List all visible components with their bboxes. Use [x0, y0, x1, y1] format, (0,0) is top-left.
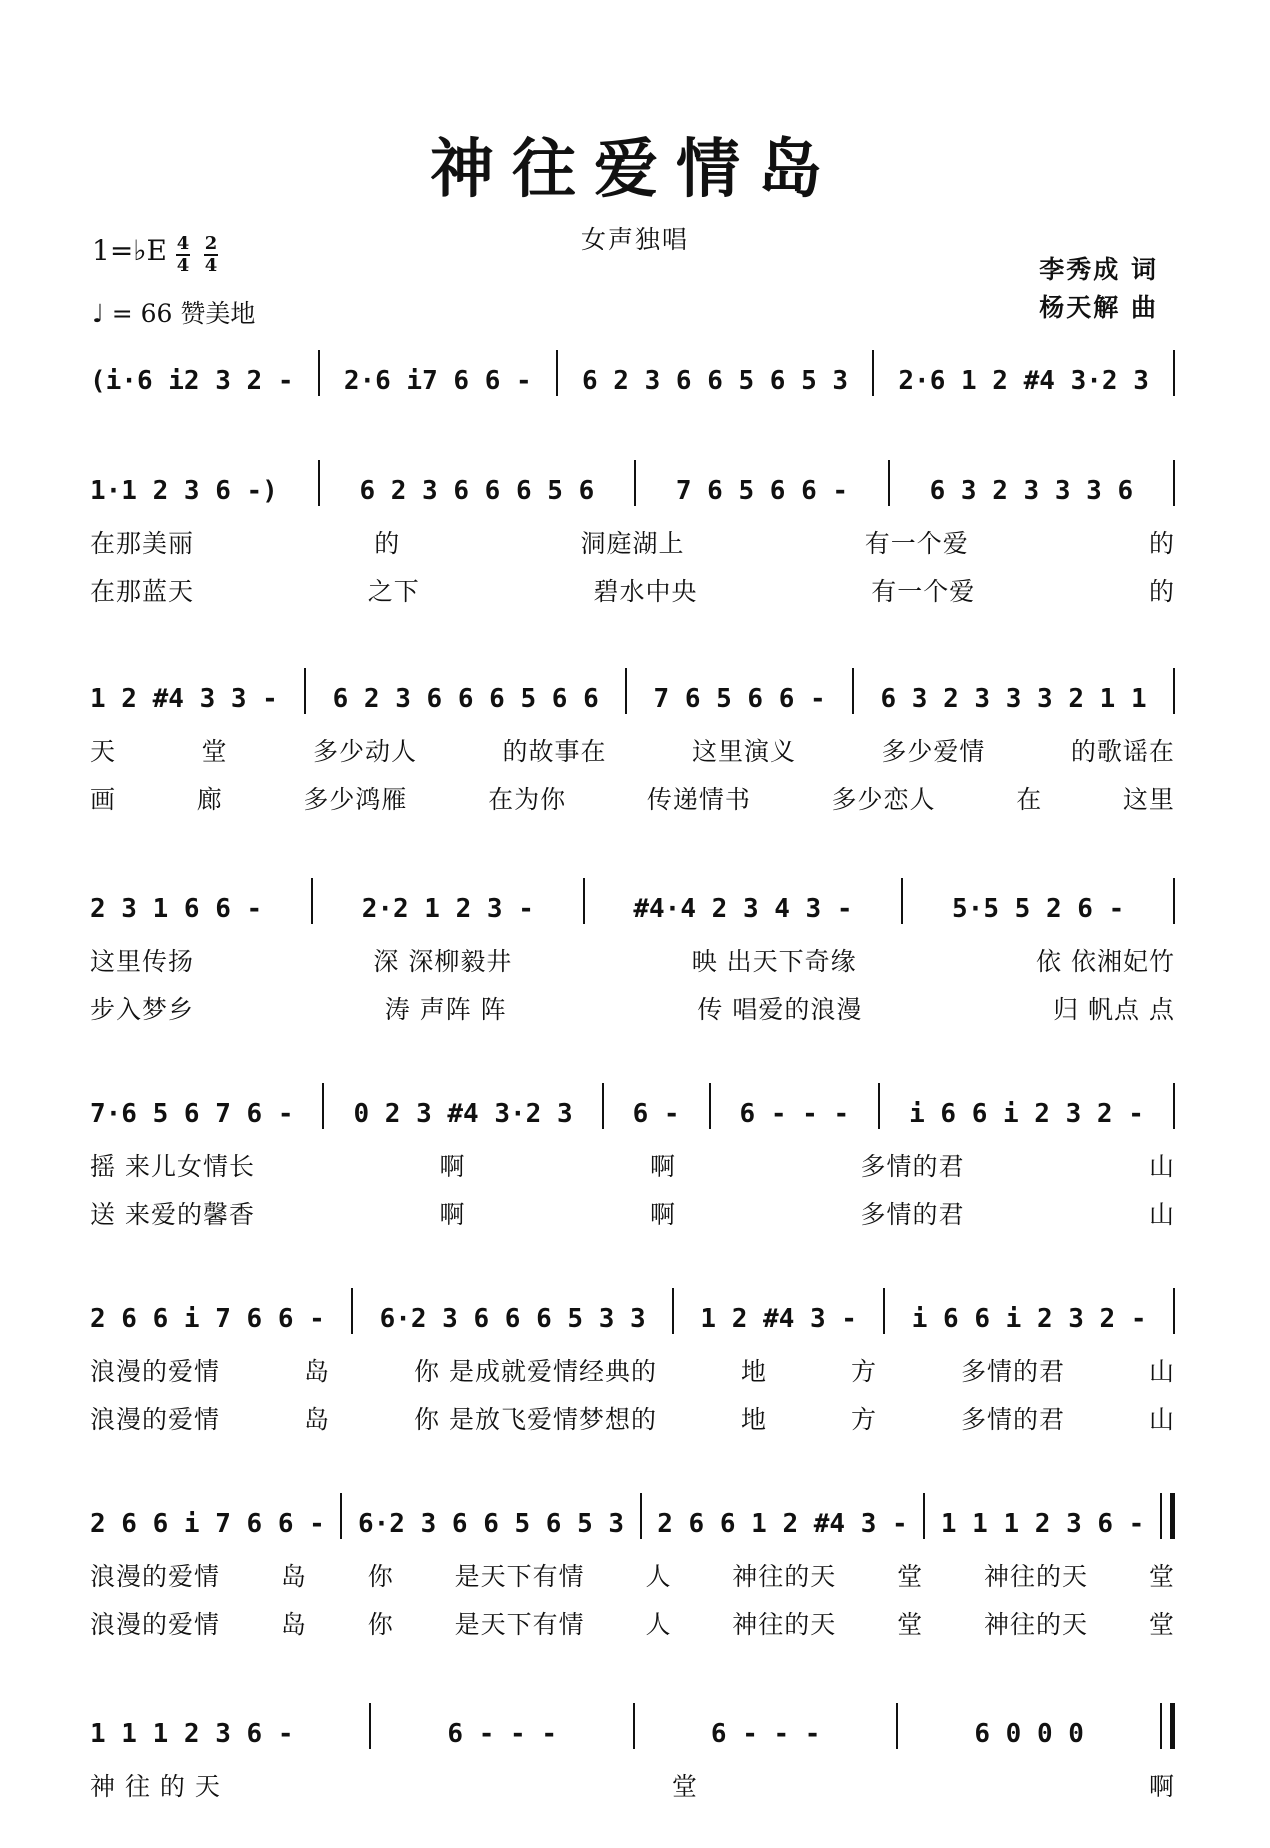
lyric-word: 有一个爱	[864, 529, 969, 558]
lyric-word: 你	[367, 1562, 394, 1591]
page-title: 神往爱情岛	[430, 132, 840, 207]
lyric-word: 神往的天	[984, 1610, 1089, 1639]
lyric-word: 之下	[367, 577, 420, 606]
note-group	[90, 1298, 1175, 1334]
barline	[1173, 1083, 1175, 1129]
lyric-word: 神 往 的 天	[90, 1772, 221, 1801]
measure-notes: 6 -	[632, 1099, 680, 1129]
lyric-word: 山	[1148, 1200, 1175, 1229]
measure-notes: 2·2 1 2 3 -	[361, 894, 534, 924]
lyric-word: 岛	[304, 1357, 331, 1386]
lyric-word: 山	[1148, 1357, 1175, 1386]
barline	[888, 460, 890, 506]
note-group	[90, 1093, 1175, 1129]
barline	[872, 350, 874, 396]
barline	[318, 460, 320, 506]
lyric-line	[90, 942, 1175, 978]
lyric-line	[90, 780, 1175, 816]
key-signature: 1=♭E	[92, 234, 167, 267]
measure-notes: 2 6 6 i 7 6 6 -	[90, 1304, 325, 1334]
lyric-line	[90, 1767, 1175, 1803]
barline	[1173, 350, 1175, 396]
lyric-line	[90, 1147, 1175, 1183]
lyric-word: 碧水中央	[593, 577, 698, 606]
barline	[369, 1703, 371, 1749]
lyric-word: 多情的君	[960, 1357, 1065, 1386]
meter-a-bottom: 4	[176, 255, 190, 276]
lyric-word: 多情的君	[860, 1200, 965, 1229]
note-group	[90, 360, 1175, 396]
music-line	[90, 670, 1175, 718]
measure-notes: i 6 6 i 2 3 2 -	[909, 1099, 1144, 1129]
composer-credit: 杨天解 曲	[1039, 293, 1158, 322]
lyric-word: 的歌谣在	[1070, 737, 1175, 766]
lyric-word: 浪漫的爱情	[90, 1357, 221, 1386]
meter-a-top: 4	[176, 233, 190, 254]
lyric-word: 在	[1016, 785, 1043, 814]
lyric-word: 画	[90, 785, 117, 814]
lyric-word: 啊	[1148, 1772, 1175, 1801]
lyric-word: 这里传扬	[90, 947, 195, 976]
music-line	[90, 352, 1175, 400]
barline	[304, 668, 306, 714]
lyric-word: 人	[645, 1562, 672, 1591]
note-group	[90, 888, 1175, 924]
measure-notes: 6 - - -	[739, 1099, 850, 1129]
lyric-word: 堂	[897, 1562, 924, 1591]
lyric-word: 是天下有情	[454, 1610, 585, 1639]
lyric-word: 传递情书	[646, 785, 751, 814]
measure-notes: 2 3 1 6 6 -	[90, 894, 263, 924]
measure-notes: (i·6 i2 3 2 -	[90, 366, 294, 396]
lyric-line	[90, 1605, 1175, 1641]
barline	[709, 1083, 711, 1129]
lyric-word: 地	[740, 1405, 767, 1434]
lyric-word: 映 出天下奇缘	[691, 947, 857, 976]
lyric-line	[90, 990, 1175, 1026]
barline	[896, 1703, 898, 1749]
measure-notes: 6 3 2 3 3 3 2 1 1	[880, 684, 1147, 714]
barline	[672, 1288, 674, 1334]
lyric-line	[90, 1400, 1175, 1436]
lyric-word: 在那美丽	[90, 529, 195, 558]
barline	[878, 1083, 880, 1129]
lyric-word: 多少恋人	[831, 785, 936, 814]
lyric-word: 山	[1148, 1405, 1175, 1434]
lyric-word: 方	[850, 1357, 877, 1386]
lyricist-credit: 李秀成 词	[1039, 255, 1158, 284]
lyric-word: 涛 声阵 阵	[384, 995, 507, 1024]
measure-notes: 6·2 3 6 6 6 5 3 3	[379, 1304, 646, 1334]
barline	[602, 1083, 604, 1129]
barline	[901, 878, 903, 924]
lyric-word: 神往的天	[732, 1562, 837, 1591]
lyric-word: 啊	[649, 1200, 676, 1229]
measure-notes: #4·4 2 3 4 3 -	[633, 894, 853, 924]
lyric-line	[90, 524, 1175, 560]
measure-notes: 6 3 2 3 3 3 6	[929, 476, 1134, 506]
lyric-word: 啊	[439, 1152, 466, 1181]
barline	[640, 1493, 642, 1539]
lyric-word: 多少鸿雁	[303, 785, 408, 814]
barline	[625, 668, 627, 714]
lyric-word: 堂	[897, 1610, 924, 1639]
lyric-line	[90, 572, 1175, 608]
meter-b-top: 2	[204, 233, 218, 254]
lyric-word: 你	[367, 1610, 394, 1639]
lyric-word: 步入梦乡	[90, 995, 195, 1024]
music-line	[90, 1495, 1175, 1543]
music-line	[90, 1085, 1175, 1133]
lyric-word: 堂	[1148, 1610, 1175, 1639]
barline	[883, 1288, 885, 1334]
lyric-word: 堂	[671, 1772, 698, 1801]
barline	[633, 1703, 635, 1749]
measure-notes: i 6 6 i 2 3 2 -	[911, 1304, 1147, 1334]
note-group	[90, 1503, 1175, 1539]
lyric-word: 摇 来儿女情长	[90, 1152, 255, 1181]
barline	[322, 1083, 324, 1129]
time-signature	[176, 234, 218, 276]
music-line	[90, 880, 1175, 928]
lyric-word: 堂	[201, 737, 228, 766]
music-line	[90, 462, 1175, 510]
measure-notes: 6·2 3 6 6 5 6 5 3	[357, 1509, 625, 1539]
barline	[351, 1288, 353, 1334]
final-barline	[1160, 1703, 1175, 1749]
measure-notes: 6 2 3 6 6 6 5 6 6	[332, 684, 599, 714]
note-group	[90, 678, 1175, 714]
final-barline	[1160, 1493, 1175, 1539]
lyric-word: 你 是成就爱情经典的	[414, 1357, 657, 1386]
barline	[583, 878, 585, 924]
lyric-word: 这里	[1122, 785, 1175, 814]
measure-notes: 7·6 5 6 7 6 -	[90, 1099, 294, 1129]
tempo-marking: ♩ = 66 赞美地	[92, 299, 256, 328]
barline	[852, 668, 854, 714]
barline	[556, 350, 558, 396]
measure-notes: 1 2 #4 3 -	[700, 1304, 857, 1334]
lyric-word: 岛	[304, 1405, 331, 1434]
lyric-word: 廊	[196, 785, 223, 814]
lyric-line	[90, 1352, 1175, 1388]
lyric-word: 多情的君	[960, 1405, 1065, 1434]
measure-notes: 7 6 5 6 6 -	[653, 684, 826, 714]
measure-notes: 2 6 6 i 7 6 6 -	[90, 1509, 325, 1539]
measure-notes: 6 0 0 0	[974, 1719, 1084, 1749]
lyric-word: 的	[1148, 529, 1175, 558]
lyric-word: 洞庭湖上	[580, 529, 685, 558]
lyric-word: 堂	[1148, 1562, 1175, 1591]
lyric-word: 深 深柳毅井	[373, 947, 513, 976]
lyric-line	[90, 1195, 1175, 1231]
lyric-word: 这里演义	[691, 737, 796, 766]
note-group	[90, 470, 1175, 506]
measure-notes: 1·1 2 3 6 -)	[90, 476, 278, 506]
lyric-word: 多少爱情	[881, 737, 986, 766]
measure-notes: 0 2 3 #4 3·2 3	[353, 1099, 573, 1129]
measure-notes: 2·6 i7 6 6 -	[343, 366, 532, 396]
lyric-word: 浪漫的爱情	[90, 1610, 221, 1639]
lyric-word: 神往的天	[732, 1610, 837, 1639]
lyric-word: 归 帆点 点	[1053, 995, 1175, 1024]
barline	[340, 1493, 342, 1539]
lyric-word: 岛	[280, 1562, 307, 1591]
measure-notes: 2 6 6 1 2 #4 3 -	[657, 1509, 908, 1539]
lyric-word: 的	[374, 529, 401, 558]
measure-notes: 6 - - -	[447, 1719, 557, 1749]
measure-notes: 6 2 3 6 6 6 5 6	[359, 476, 595, 506]
lyric-word: 在那蓝天	[90, 577, 195, 606]
barline	[318, 350, 320, 396]
lyric-word: 地	[740, 1357, 767, 1386]
music-line	[90, 1290, 1175, 1338]
lyric-word: 浪漫的爱情	[90, 1562, 221, 1591]
lyric-word: 有一个爱	[871, 577, 976, 606]
measure-notes: 2·6 1 2 #4 3·2 3	[898, 366, 1149, 396]
measure-notes: 5·5 5 2 6 -	[952, 894, 1125, 924]
lyric-word: 依 依湘妃竹	[1036, 947, 1175, 976]
lyric-word: 的	[1148, 577, 1175, 606]
lyric-word: 啊	[439, 1200, 466, 1229]
measure-notes: 6 - - -	[710, 1719, 821, 1749]
measure-notes: 1 1 1 2 3 6 -	[90, 1719, 294, 1749]
lyric-word: 多情的君	[860, 1152, 965, 1181]
lyric-word: 多少动人	[312, 737, 417, 766]
meter-b-bottom: 4	[204, 255, 218, 276]
barline	[634, 460, 636, 506]
barline	[923, 1493, 925, 1539]
subtitle: 女声独唱	[580, 225, 689, 254]
lyric-word: 在为你	[488, 785, 567, 814]
lyric-word: 神往的天	[984, 1562, 1089, 1591]
lyric-word: 的故事在	[502, 737, 607, 766]
lyric-word: 啊	[649, 1152, 676, 1181]
barline	[1173, 1288, 1175, 1334]
lyric-word: 山	[1148, 1152, 1175, 1181]
measure-notes: 1 1 1 2 3 6 -	[940, 1509, 1145, 1539]
lyric-word: 人	[645, 1610, 672, 1639]
measure-notes: 7 6 5 6 6 -	[675, 476, 849, 506]
lyric-word: 岛	[280, 1610, 307, 1639]
measure-notes: 6 2 3 6 6 5 6 5 3	[581, 366, 849, 396]
lyric-word: 天	[90, 737, 117, 766]
lyric-word: 浪漫的爱情	[90, 1405, 221, 1434]
lyric-word: 方	[850, 1405, 877, 1434]
lyric-word: 传 唱爱的浪漫	[697, 995, 863, 1024]
music-line	[90, 1705, 1175, 1753]
note-group	[90, 1713, 1175, 1749]
lyric-line	[90, 732, 1175, 768]
lyric-word: 你 是放飞爱情梦想的	[414, 1405, 657, 1434]
barline	[1173, 460, 1175, 506]
lyric-line	[90, 1557, 1175, 1593]
barline	[1173, 668, 1175, 714]
lyric-word: 送 来爱的馨香	[90, 1200, 255, 1229]
lyric-word: 是天下有情	[454, 1562, 585, 1591]
barline	[1173, 878, 1175, 924]
barline	[311, 878, 313, 924]
measure-notes: 1 2 #4 3 3 -	[90, 684, 278, 714]
